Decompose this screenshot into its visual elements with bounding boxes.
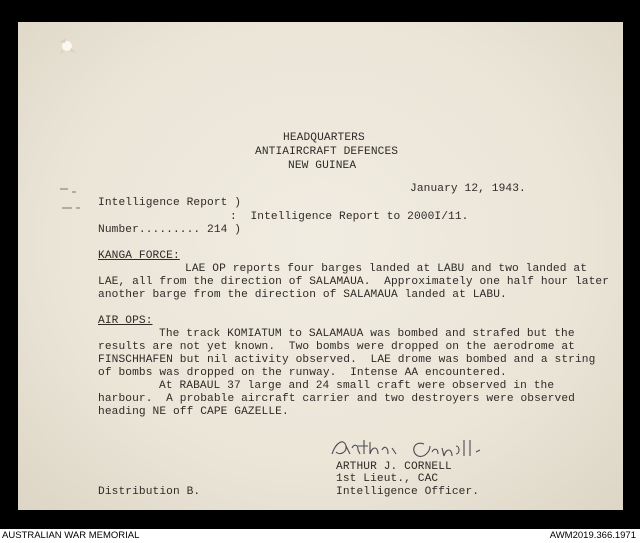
report-reference: : Intelligence Report to 2000I/11. <box>230 211 469 223</box>
air-ops-line-3: FINSCHHAFEN but nil activity observed. LAE drome was bombed and a string <box>98 354 596 366</box>
header-line-1: HEADQUARTERS <box>283 132 365 144</box>
air-ops-line-7: heading NE off CAPE GAZELLE. <box>98 406 289 418</box>
archive-footer <box>0 529 640 543</box>
punch-hole-icon <box>56 34 80 58</box>
kanga-line-3: another barge from the direction of SALAMAUA landed at LABU. <box>98 289 507 301</box>
air-ops-line-5: At RABAUL 37 large and 24 small craft were observed in the <box>159 380 555 392</box>
report-number: Number......... 214 ) <box>98 224 242 236</box>
section-heading-air-ops: AIR OPS: <box>98 315 153 327</box>
signature-title: Intelligence Officer. <box>336 486 480 498</box>
kanga-line-1: LAE OP reports four barges landed at LABU and two landed at <box>185 263 588 275</box>
header-line-3: NEW GUINEA <box>288 160 357 172</box>
air-ops-line-6: harbour. A probable aircraft carrier and two destroyers were observed <box>98 393 575 405</box>
air-ops-line-4: of bombs was dropped on the runway. Intense AA encountered. <box>98 367 507 379</box>
header-line-2: ANTIAIRCRAFT DEFENCES <box>255 146 399 158</box>
kanga-line-2: LAE, all from the direction of SALAMAUA. Approximately one half hour later <box>98 276 610 288</box>
footer-institution: AUSTRALIAN WAR MEMORIAL <box>2 530 140 541</box>
footer-accession-number: AWM2019.366.1971 <box>549 530 636 541</box>
stray-mark-icon <box>58 186 98 210</box>
document-date: January 12, 1943. <box>410 183 526 195</box>
signature-name: ARTHUR J. CORNELL <box>336 461 452 473</box>
air-ops-line-2: results are not yet known. Two bombs were dropped on the aerodrome at <box>98 341 575 353</box>
air-ops-line-1: The track KOMIATUM to SALAMAUA was bombed and strafed but the <box>159 328 575 340</box>
section-heading-kanga-force: KANGA FORCE: <box>98 250 180 262</box>
distribution-note: Distribution B. <box>98 486 201 498</box>
report-label: Intelligence Report ) <box>98 197 242 209</box>
handwritten-signature <box>328 432 498 464</box>
signature-rank: 1st Lieut., CAC <box>336 473 439 485</box>
